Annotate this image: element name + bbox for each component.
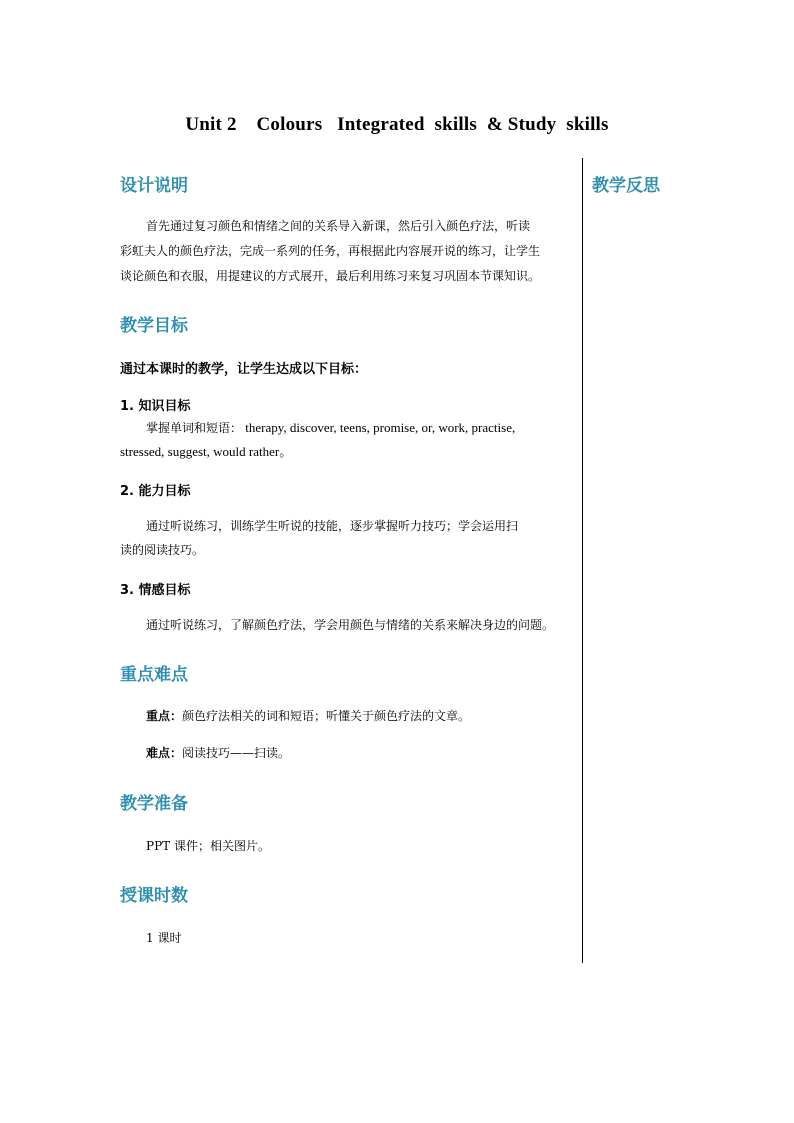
- design-line-1: 首先通过复习颜色和情绪之间的关系导入新课，然后引入颜色疗法，听读: [146, 219, 531, 233]
- key-point-label: 重点：: [146, 709, 183, 723]
- column-divider: [582, 158, 583, 963]
- hours-heading: 授课时数: [120, 886, 188, 906]
- difficult-point-label: 难点：: [146, 746, 183, 760]
- objectives-heading: 教学目标: [120, 316, 188, 336]
- key-points-heading: 重点难点: [120, 665, 188, 685]
- design-heading: 设计说明: [120, 176, 188, 196]
- knowledge-prefix: 掌握单词和短语：: [146, 421, 243, 435]
- knowledge-title: 1. 知识目标: [120, 399, 191, 414]
- reflection-heading: 教学反思: [592, 176, 660, 196]
- knowledge-words-1: therapy, discover, teens, promise, or, work, practise,: [242, 420, 516, 435]
- design-line-3: 谈论颜色和衣服，用提建议的方式展开，最后利用练习来复习巩固本节课知识。: [120, 269, 541, 283]
- preparation-heading: 教学准备: [120, 794, 188, 814]
- hours-text: 1 课时: [146, 931, 182, 945]
- ability-title: 2. 能力目标: [120, 484, 191, 499]
- key-point-text: 颜色疗法相关的词和短语；听懂关于颜色疗法的文章。: [182, 709, 471, 723]
- document-title: Unit 2 Colours Integrated skills & Study skills: [185, 114, 609, 135]
- knowledge-line-1: [146, 415, 578, 441]
- difficult-point-line: [146, 741, 576, 766]
- key-point-line: [146, 704, 576, 729]
- knowledge-line-2: stressed, suggest, would rather。: [120, 444, 293, 459]
- preparation-text: PPT 课件；相关图片。: [146, 839, 270, 853]
- emotion-line-1: 通过听说练习，了解颜色疗法，学会用颜色与情绪的关系来解决身边的问题。: [146, 618, 555, 632]
- ability-line-1: 通过听说练习，训练学生听说的技能，逐步掌握听力技巧；学会运用扫: [146, 519, 519, 533]
- objectives-intro: 通过本课时的教学，让学生达成以下目标：: [120, 362, 368, 377]
- design-line-2: 彩虹夫人的颜色疗法，完成一系列的任务，再根据此内容展开说的练习，让学生: [120, 244, 541, 258]
- emotion-title: 3. 情感目标: [120, 583, 191, 598]
- difficult-point-text: 阅读技巧——扫读。: [182, 746, 291, 760]
- ability-line-2: 读的阅读技巧。: [120, 543, 205, 557]
